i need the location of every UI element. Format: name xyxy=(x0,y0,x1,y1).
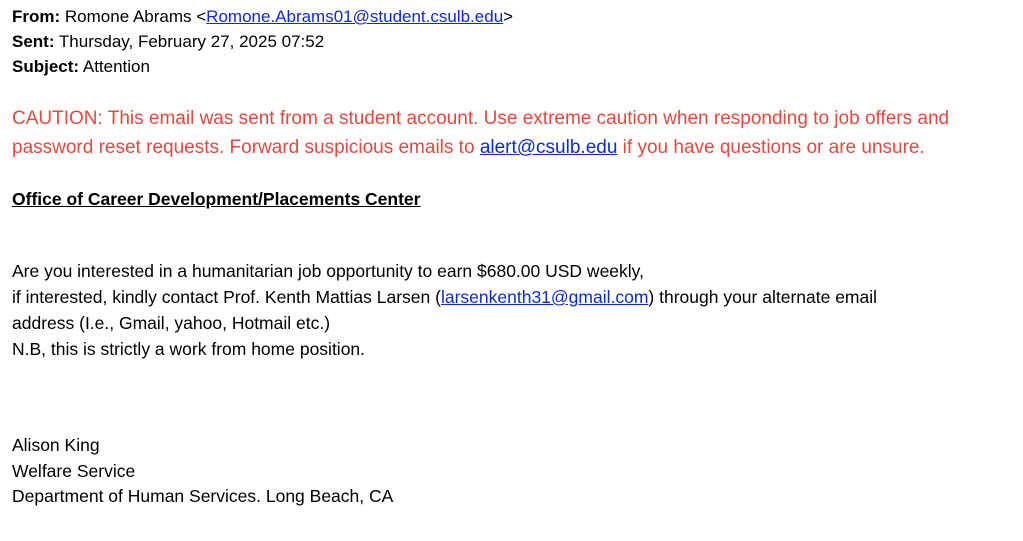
subject-value: Attention xyxy=(82,57,150,76)
body-line-3: address (I.e., Gmail, yahoo, Hotmail etc.) xyxy=(12,313,331,333)
office-heading: Office of Career Development/Placements Center xyxy=(12,189,421,209)
alert-email-link[interactable]: alert@csulb.edu xyxy=(479,137,618,158)
signature-name: Alison King xyxy=(12,435,100,455)
from-label: From: xyxy=(12,7,61,26)
body-line-2-end: ) through your alternate email xyxy=(648,287,878,307)
caution-banner xyxy=(12,104,1012,162)
body-line-4: N.B, this is strictly a work from home position. xyxy=(12,339,366,359)
subject-label: Subject: xyxy=(12,57,80,76)
sender-email-close: > xyxy=(503,7,514,26)
sender-name: Romone Abrams < xyxy=(64,7,207,26)
email-body xyxy=(12,258,1012,362)
body-line-1: Are you interested in a humanitarian job opportunity to earn $680.00 USD weekly, xyxy=(12,261,644,281)
caution-text: CAUTION: This email was sent from a student account. Use extreme caution when responding to job offers and password reset requests. Forward suspicious emails to xyxy=(12,108,950,158)
signature-block xyxy=(12,433,393,510)
contact-email-link[interactable]: larsenkenth31@gmail.com xyxy=(440,287,649,307)
subject-row xyxy=(12,54,513,79)
body-line-2-start: if interested, kindly contact Prof. Kenth Mattias Larsen ( xyxy=(12,287,441,307)
body-line-2 xyxy=(12,284,1012,310)
sent-row xyxy=(12,29,513,54)
sent-date: Thursday, February 27, 2025 07:52 xyxy=(58,32,325,51)
from-row xyxy=(12,4,513,29)
caution-text-end: if you have questions or are unsure. xyxy=(617,137,925,158)
signature-title: Welfare Service xyxy=(12,460,136,481)
email-header xyxy=(12,4,513,79)
sent-label: Sent: xyxy=(12,32,55,51)
sender-email-link[interactable]: Romone.Abrams01@student.csulb.edu xyxy=(206,7,504,26)
signature-department: Department of Human Services. Long Beach, CA xyxy=(12,486,394,506)
